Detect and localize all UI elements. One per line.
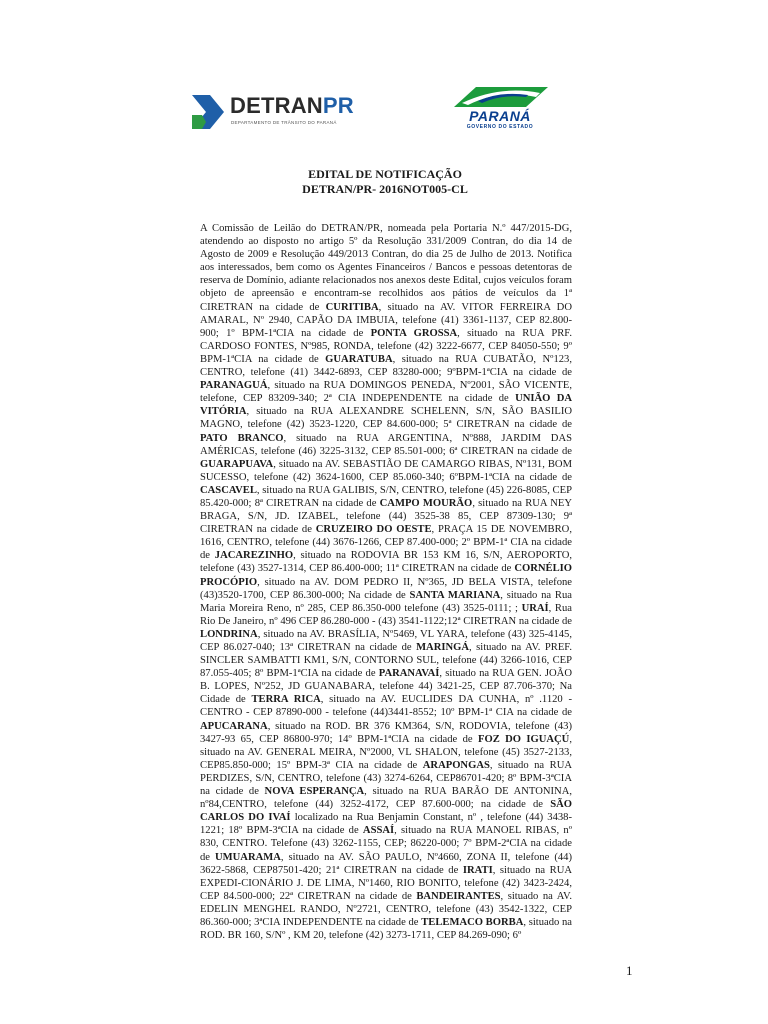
city-name: CURITIBA bbox=[325, 301, 379, 313]
body-text-segment: , situado na RUA NEY BRAGA, S/N, JD. IZABEL, telefone (44) 3525-38 85, CEP 87309-130; 9ª CIRETRAN na cidade de bbox=[200, 497, 572, 536]
body-text-segment: , situado na AV. EUCLIDES DA CUNHA, nº .1120 - CENTRO - CEP 87890-000 - telefone (44)3441-8552; 10º BPM-1ª CIA na cidade de bbox=[200, 694, 572, 719]
body-text-segment: localizado na Rua Benjamin Constant, nº , telefone (44) 3438-1221; 18º BPM-3ªCIA na cidade de bbox=[200, 812, 572, 837]
body-text-segment: , situado na RUA CUBATÃO, Nº123, CENTRO, telefone (41) 3442-6893, CEP 83280-000; 9ºBPM-1ªCIA na cidade de bbox=[200, 353, 572, 379]
city-name: PARANAGUÁ bbox=[200, 380, 268, 392]
city-name: CORNÉLIO PROCÓPIO bbox=[200, 563, 572, 588]
document-title-line-1: EDITAL DE NOTIFICAÇÃO bbox=[308, 167, 462, 181]
parana-wordmark: PARANÁ bbox=[469, 108, 531, 124]
city-name: CRUZEIRO DO OESTE bbox=[315, 524, 432, 536]
city-name: GUARATUBA bbox=[325, 353, 393, 365]
body-text-segment: , situado na RUA GEN. JOÃO B. LOPES, Nº252, JD GUANABARA, telefone 44) 3421-25, CEP 87.706-370; Na Cidade de bbox=[200, 668, 572, 706]
notification-body-text bbox=[200, 222, 572, 942]
detran-wordmark-main: DETRAN bbox=[230, 93, 323, 118]
city-name: ARAPONGAS bbox=[422, 759, 490, 771]
body-text-segment: , situado na RUA ALEXANDRE SCHELENN, S/N, SÃO BASILIO MAGNO, telefone (42) 3523-1220, CEP 84.600-000; 5ª CIRETRAN na cidade de bbox=[200, 406, 572, 431]
city-name: SÃO CARLOS DO IVAÍ bbox=[200, 799, 572, 824]
body-text-segment: , situado na RUA MANOEL RIBAS, nº 830, CENTRO. Telefone (43) 3262-1155, CEP; 86220-000; 7º BPM-2ªCIA na cidade de bbox=[200, 825, 573, 863]
body-text-segment: , situado na RUA BARÃO DE ANTONINA, nº84,CENTRO, telefone (44) 3252-4172, CEP 87.600-000; na cidade de bbox=[200, 786, 572, 811]
city-name: PONTA GROSSA bbox=[370, 327, 458, 339]
parana-logo bbox=[448, 83, 552, 131]
city-name: PATO BRANCO bbox=[200, 432, 284, 444]
city-name: IRATI bbox=[462, 864, 493, 876]
city-name: CASCAVEL bbox=[200, 484, 257, 496]
body-text-segment: , situado na RODOVIA BR 153 KM 16, S/N, AEROPORTO, telefone (43) 3527-1314, CEP 86.400-000; 11ª CIRETRAN na cidade de bbox=[200, 550, 572, 575]
body-text-segment: , situado na AV. GENERAL MEIRA, Nº2000, VL SHALON, telefone (45) 3527-2133, CEP85.850-000; 15º BPM-3ª CIA na cidade de bbox=[200, 733, 572, 771]
city-name: MARINGÁ bbox=[416, 642, 470, 653]
city-name: JACAREZINHO bbox=[214, 550, 294, 562]
body-text-segment: , PRAÇA 15 DE NOVEMBRO, 1616, CENTRO, telefone (44) 3676-1266, CEP 87.400-000; 2º BPM-1ª CIA na cidade de bbox=[200, 524, 572, 562]
city-name: SANTA MARIANA bbox=[409, 589, 501, 601]
document-title bbox=[200, 167, 570, 196]
body-text-segment: A Comissão de Leilão do DETRAN/PR, nomeada pela Portaria N.º 447/2015-DG, atendendo ao disposto no artigo 5º da Resolução 331/2009 Contran, do dia 14 de Agosto de 2009 e Resolução 449/2013 Contran, do dia 25 de Julho de 2013. Notifica aos interessados, bem como os Agentes Financeiros / Bancos e pessoas detentoras de reserva de Domínio, adiante relacionados nos anexos deste Edital, cujos veículos foram objeto de apreensão e encontram-se recolhidos aos pátios de veículos da 1ª CIRETRAN na cidade de bbox=[200, 223, 572, 313]
city-name: LONDRINA bbox=[200, 628, 258, 640]
document-title-line-2: DETRAN/PR- 2016NOT005-CL bbox=[302, 181, 468, 196]
city-name: URAÍ bbox=[521, 602, 549, 614]
detran-wordmark-pr: PR bbox=[322, 93, 354, 118]
body-text-segment: , situado na AV. BRASÍLIA, Nº5469, VL YARA, telefone (43) 325-4145, CEP 86.027-040; 13ª CIRETRAN na cidade de bbox=[200, 628, 572, 653]
body-text-segment: , situado na RUA PERDIZES, S/N, CENTRO, telefone (43) 3274-6264, CEP86701-420; 8º BPM-3ªCIA na cidade de bbox=[200, 759, 573, 798]
city-name: ASSAÍ bbox=[362, 825, 395, 837]
city-name: NOVA ESPERANÇA bbox=[264, 786, 365, 798]
city-name: TELEMACO BORBA bbox=[421, 916, 524, 928]
body-text-segment: , situado na RUA DOMINGOS PENEDA, Nº2001, SÃO VICENTE, telefone, CEP 83209-340; 2ª CIA INDEPENDENTE na cidade de bbox=[200, 380, 572, 405]
body-text-segment: , situado na AV. VITOR FERREIRA DO AMARAL, Nº 2940, CAPÃO DA IMBUIA, telefone (41) 3361-1137, CEP 82.800-900; 1º BPM-1ªCIA na cidade de bbox=[200, 301, 572, 339]
body-text-segment: , situado na RUA GALIBIS, S/N, CENTRO, telefone (45) 226-8085, CEP 85.420-000; 8ª CIRETRAN na cidade de bbox=[200, 484, 572, 509]
detran-logo bbox=[190, 91, 354, 133]
city-name: UNIÃO DA VITÓRIA bbox=[200, 393, 572, 418]
parana-subtitle: GOVERNO DO ESTADO bbox=[466, 124, 534, 130]
body-text-segment: , situado na AV. DOM PEDRO II, Nº365, JD BELA VISTA, telefone (43)3520-1700, CEP 86.300-000; Na cidade de bbox=[200, 576, 572, 601]
detran-chevron-icon bbox=[190, 93, 226, 131]
city-name: BANDEIRANTES bbox=[416, 890, 501, 902]
body-text-segment: , situado na AV. SEBASTIÃO DE CAMARGO RIBAS, Nº131, BOM SUCESSO, telefone (42) 3624-1600, CEP 85.060-340; 6ºBPM-1ªCIA na cidade de bbox=[200, 458, 572, 483]
city-name: TERRA RICA bbox=[251, 694, 321, 706]
body-text-segment: , situado na AV. EDELIN MENGHEL RANDO, Nº2721, CENTRO, telefone (43) 3542-1322, CEP 86.360-000; 3ªCIA INDEPENDENTE na cidade de bbox=[200, 890, 572, 928]
city-name: UMUARAMA bbox=[215, 851, 281, 863]
parana-flag-icon bbox=[448, 83, 552, 111]
body-text-segment: , situado na AV. SÃO PAULO, Nº4660, ZONA II, telefone (44) 3622-5868, CEP87501-420; 21ª CIRETRAN na cidade de bbox=[200, 851, 572, 876]
body-text-segment: , situado na AV. PREF. SINCLER SAMBATTI KM1, S/N, CONTORNO SUL, telefone (44) 3266-1016, CEP 87.055-405; 8º BPM-1ªCIA na cidade de bbox=[200, 642, 572, 680]
detran-wordmark bbox=[230, 93, 354, 119]
page-number: 1 bbox=[626, 963, 633, 978]
city-name: FOZ DO IGUAÇÚ bbox=[477, 733, 570, 745]
body-text-segment: , situado na RUA PRF. CARDOSO FONTES, Nº985, RONDA, telefone (42) 3222-6677, CEP 84050-550; 9º BPM-1ªCIA na cidade de bbox=[200, 327, 572, 365]
body-text-segment: , Rua Rio De Janeiro, nº 496 CEP 86.280-000 - (43) 3541-1122;12ª CIRETRAN na cidade de bbox=[200, 602, 572, 627]
body-text-segment: , situado na RUA ARGENTINA, Nº888, JARDIM DAS AMÉRICAS, telefone (46) 3225-3132, CEP 85.501-000; 6ª CIRETRAN na cidade de bbox=[200, 432, 572, 457]
detran-subtitle: DEPARTAMENTO DE TRÂNSITO DO PARANÁ bbox=[231, 120, 337, 125]
body-text-segment: , situado na RUA EXPEDI-CIONÁRIO J. DE LIMA, Nº1460, RIO BONITO, telefone (42) 3423-2424, CEP 84.500-000; 22ª CIRETRAN na cidade de bbox=[200, 864, 572, 902]
body-text-segment: , situado na Rua Maria Moreira Reno, nº 285, CEP 86.350-000 telefone (43) 3525-0111; ; bbox=[200, 589, 572, 614]
city-name: GUARAPUAVA bbox=[200, 458, 274, 470]
body-text-segment: , situado na ROD. BR 376 KM364, S/N, RODOVIA, telefone (43) 3427-93 65, CEP 86800-970; 14º BPM-1ªCIA na cidade de bbox=[200, 720, 572, 745]
city-name: APUCARANA bbox=[200, 720, 268, 732]
city-name: PARANAVAÍ bbox=[378, 668, 440, 680]
body-text-segment: , situado na ROD. BR 160, S/Nº , KM 20, telefone (42) 3273-1711, CEP 84.269-090; 6º bbox=[200, 916, 572, 942]
city-name: CAMPO MOURÃO bbox=[379, 497, 473, 509]
